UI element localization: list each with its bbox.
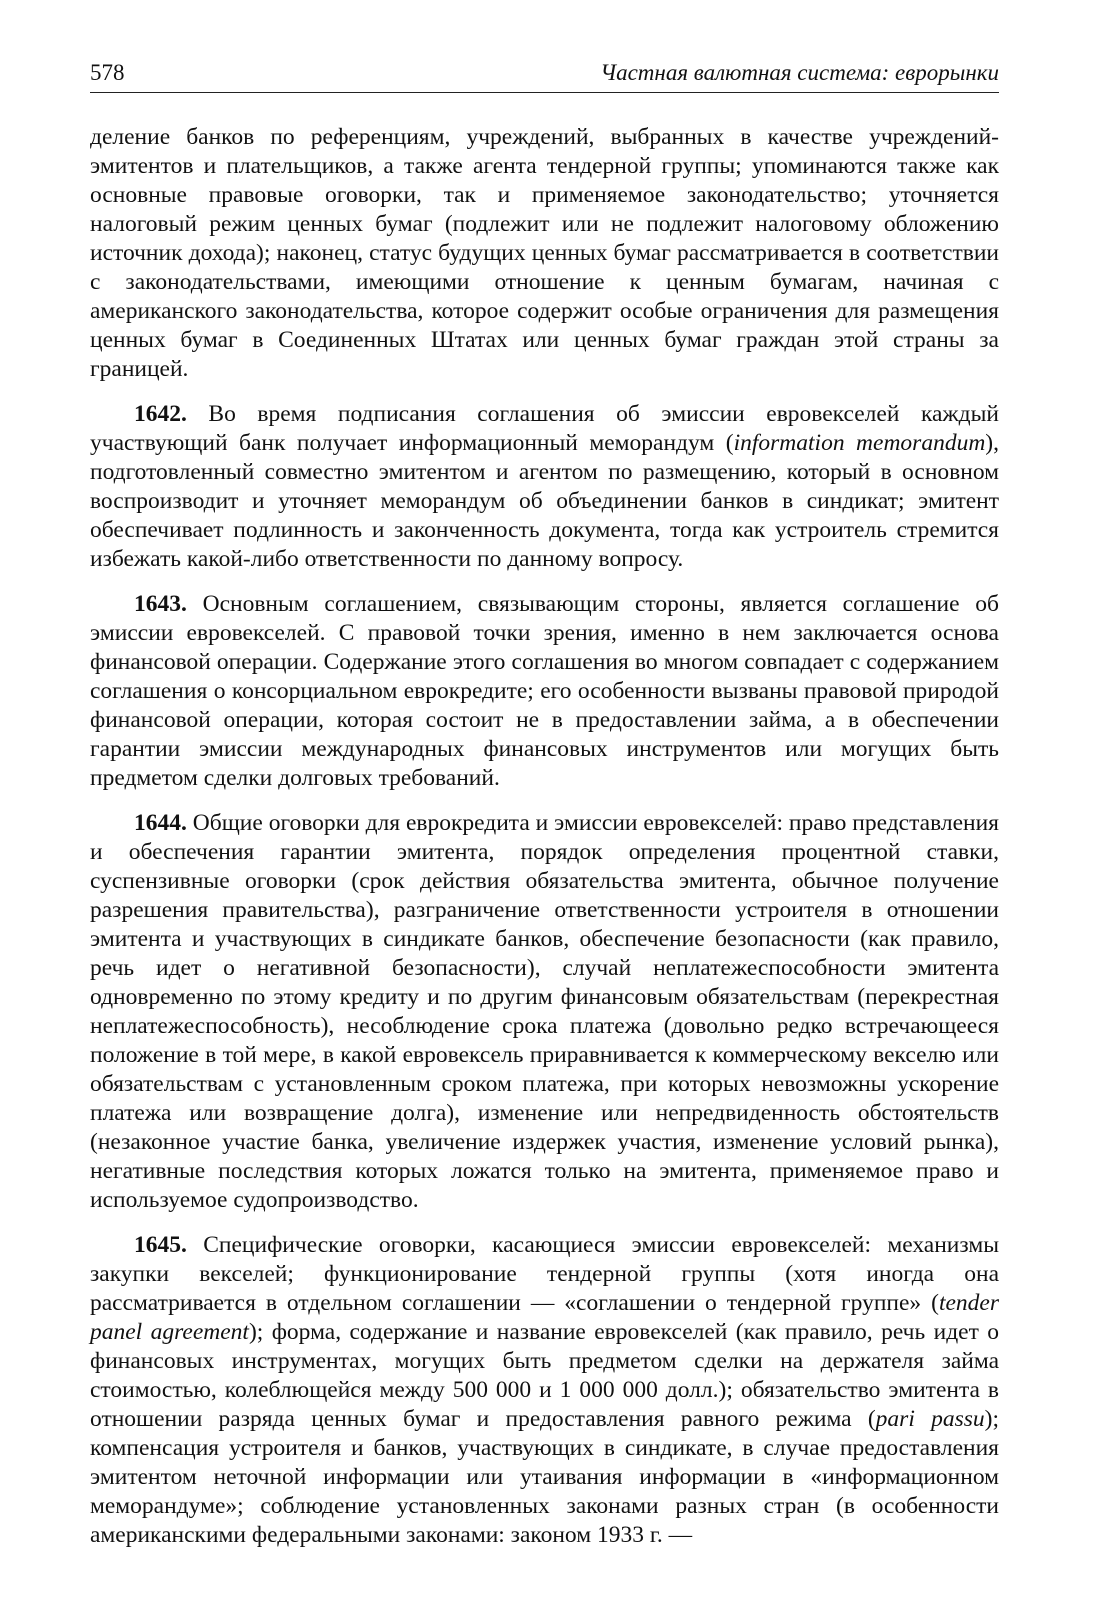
- continuation-text: деление банков по референциям, учреждений, выбранных в качестве учреждений-эмитентов и плательщиков, а также агента тендерной группы; упоминаются также как основные правовые оговорки, так и применяемое законодательство; уточняется налоговый режим ценных бумаг (подлежит или не подлежит налоговому обложению источник дохода); наконец, статус будущих ценных бумаг рассматривается в соответствии с законодательствами, имеющими отношение к ценным бумагам, начиная с американского законодательства, которое содержит особые ограничения для размещения ценных бумаг в Соединенных Штатах или ценных бумаг граждан этой страны за границей.: [90, 124, 999, 382]
- paragraph-number-1644: 1644.: [134, 810, 187, 836]
- paragraph-1645-text-b: ); форма, содержание и название евровекселей (как правило, речь идет о финансовых инструментах, могущих быть предметом сделки на держателя займа стоимостью, колеблющейся между 500 000 и 1 000 000 долл.); обязательство эмитента в отношении разряда ценных бумаг и предоставления равного режима (: [90, 1319, 999, 1432]
- paragraph-1645: [90, 1231, 999, 1550]
- paragraph-1644: [90, 809, 999, 1215]
- paragraph-1645-italic-a: tender panel agreement: [90, 1290, 999, 1345]
- paragraph-number-1642: 1642.: [134, 401, 187, 427]
- paragraph-1642-text-b: ), подготовленный совместно эмитентом и агентом по размещению, который в основном воспроизводит и уточняет меморандум об объединении банков в синдикат; эмитент обеспечивает подлинность и законченность документа, тогда как устроитель стремится избежать какой-либо ответственности по данному вопросу.: [90, 430, 999, 572]
- book-page: [90, 58, 999, 1550]
- paragraph-number-1643: 1643.: [134, 591, 187, 617]
- paragraph-number-1645: 1645.: [134, 1232, 187, 1258]
- page-body: [90, 123, 999, 1550]
- paragraph-1645-text-a: Специфические оговорки, касающиеся эмиссии евровекселей: механизмы закупки векселей; функционирование тендерной группы (хотя иногда она рассматривается в отдельном соглашении — «соглашении о тендерной группе» (: [90, 1232, 999, 1316]
- paragraph-1642: [90, 400, 999, 574]
- paragraph-1643: [90, 590, 999, 793]
- continuation-paragraph: [90, 123, 999, 384]
- running-header: [90, 58, 999, 93]
- paragraph-1645-text-c: ); компенсация устроителя и банков, участвующих в синдикате, в случае предоставления эмитентом неточной информации или утаивания информации в «информационном меморандуме»; соблюдение установленных законами разных стран (в особенности американскими федеральными законами: законом 1933 г. —: [90, 1406, 999, 1548]
- paragraph-1643-text: Основным соглашением, связывающим стороны, является соглашение об эмиссии евровекселей. С правовой точки зрения, именно в нем заключается основа финансовой операции. Содержание этого соглашения во многом совпадает с содержанием соглашения о консорциальном еврокредите; его особенности вызваны правовой природой финансовой операции, которая состоит не в предоставлении займа, а в обеспечении гарантии эмиссии международных финансовых инструментов или могущих быть предметом сделки долговых требований.: [90, 591, 999, 791]
- paragraph-1644-text: Общие оговорки для еврокредита и эмиссии евровекселей: право представления и обеспечения гарантии эмитента, порядок определения процентной ставки, суспензивные оговорки (срок действия обязательства эмитента, обычное получение разрешения правительства), разграничение ответственности устроителя в отношении эмитента и участвующих в синдикате банков, обеспечение безопасности (как правило, речь идет о негативной безопасности), случай неплатежеспособности эмитента одновременно по этому кредиту и по другим финансовым обязательствам (перекрестная неплатежеспособность), несоблюдение срока платежа (довольно редко встречающееся положение в той мере, в какой евровексель приравнивается к коммерческому векселю или обязательствам с установленным сроком платежа, при которых невозможны ускорение платежа или возвращение долга), изменение или непредвиденность обстоятельств (незаконное участие банка, увеличение издержек участия, изменение условий рынка), негативные последствия которых ложатся только на эмитента, применяемое право и используемое судопроизводство.: [90, 810, 999, 1213]
- paragraph-1642-italic-a: information memorandum: [733, 430, 986, 456]
- paragraph-1642-text-a: Во время подписания соглашения об эмиссии евровекселей каждый участвующий банк получает информационный меморандум (: [90, 401, 999, 456]
- running-title: Частная валютная система: еврорынки: [600, 60, 999, 85]
- paragraph-1645-italic-b: pari passu: [875, 1406, 985, 1432]
- page-number: 578: [90, 60, 125, 85]
